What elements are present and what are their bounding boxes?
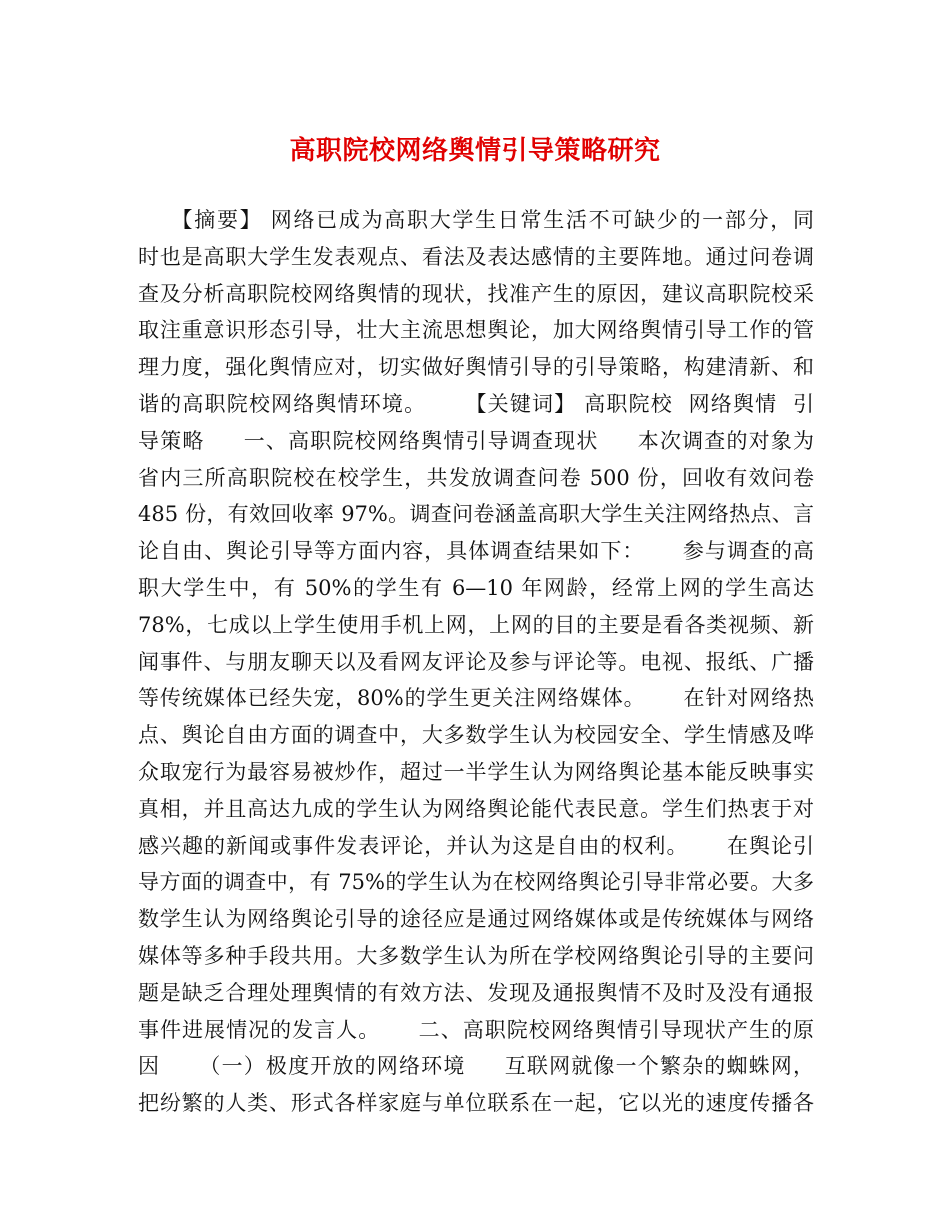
body-line: 省内三所高职院校在校学生，共发放调查问卷 500 份，回收有效问卷 xyxy=(138,465,814,490)
body-line: 78%，七成以上学生使用手机上网，上网的目的主要是看各类视频、新 xyxy=(138,612,814,637)
body-line: 论自由、舆论引导等方面内容，具体调查结果如下： 参与调查的高 xyxy=(138,539,814,564)
body-line: 485 份，有效回收率 97%。调查问卷涵盖高职大学生关注网络热点、言 xyxy=(138,502,814,527)
body-line: 导方面的调查中，有 75%的学生认为在校网络舆论引导非常必要。大多 xyxy=(138,870,814,895)
document-body xyxy=(138,202,814,1122)
body-line: 时也是高职大学生发表观点、看法及表达感情的主要阵地。通过问卷调 xyxy=(138,244,814,269)
body-line: 众取宠行为最容易被炒作，超过一半学生认为网络舆论基本能反映事实 xyxy=(138,759,814,784)
body-line: 真相，并且高达九成的学生认为网络舆论能代表民意。学生们热衷于对 xyxy=(138,796,814,821)
body-line: 数学生认为网络舆论引导的途径应是通过网络媒体或是传统媒体与网络 xyxy=(138,907,814,932)
body-line: 闻事件、与朋友聊天以及看网友评论及参与评论等。电视、报纸、广播 xyxy=(138,649,814,674)
body-line: 事件进展情况的发言人。 二、高职院校网络舆情引导现状产生的原 xyxy=(138,1017,814,1042)
body-line: 谐的高职院校网络舆情环境。 【关键词】 高职院校 网络舆情 引 xyxy=(138,391,814,416)
body-line: 因 （一）极度开放的网络环境 互联网就像一个繁杂的蜘蛛网， xyxy=(138,1054,814,1079)
document-title: 高职院校网络舆情引导策略研究 xyxy=(289,136,661,166)
body-line: 等传统媒体已经失宠，80%的学生更关注网络媒体。 在针对网络热 xyxy=(138,686,814,711)
body-line: 把纷繁的人类、形式各样家庭与单位联系在一起，它以光的速度传播各 xyxy=(138,1091,814,1116)
body-line: 感兴趣的新闻或事件发表评论，并认为这是自由的权利。 在舆论引 xyxy=(138,833,814,858)
body-line: 【摘要】 网络已成为高职大学生日常生活不可缺少的一部分，同 xyxy=(138,208,814,232)
body-line: 取注重意识形态引导，壮大主流思想舆论，加大网络舆情引导工作的管 xyxy=(138,318,814,343)
body-line: 理力度，强化舆情应对，切实做好舆情引导的引导策略，构建清新、和 xyxy=(138,355,814,380)
body-line: 媒体等多种手段共用。大多数学生认为所在学校网络舆论引导的主要问 xyxy=(138,943,814,968)
body-line: 职大学生中，有 50%的学生有 6—10 年网龄，经常上网的学生高达 xyxy=(138,575,814,600)
body-line: 导策略 一、高职院校网络舆情引导调查现状 本次调查的对象为 xyxy=(138,428,814,453)
body-line: 题是缺乏合理处理舆情的有效方法、发现及通报舆情不及时及没有通报 xyxy=(138,980,814,1005)
body-line: 查及分析高职院校网络舆情的现状，找准产生的原因，建议高职院校采 xyxy=(138,281,814,306)
body-line: 点、舆论自由方面的调查中，大多数学生认为校园安全、学生情感及哗 xyxy=(138,723,814,748)
